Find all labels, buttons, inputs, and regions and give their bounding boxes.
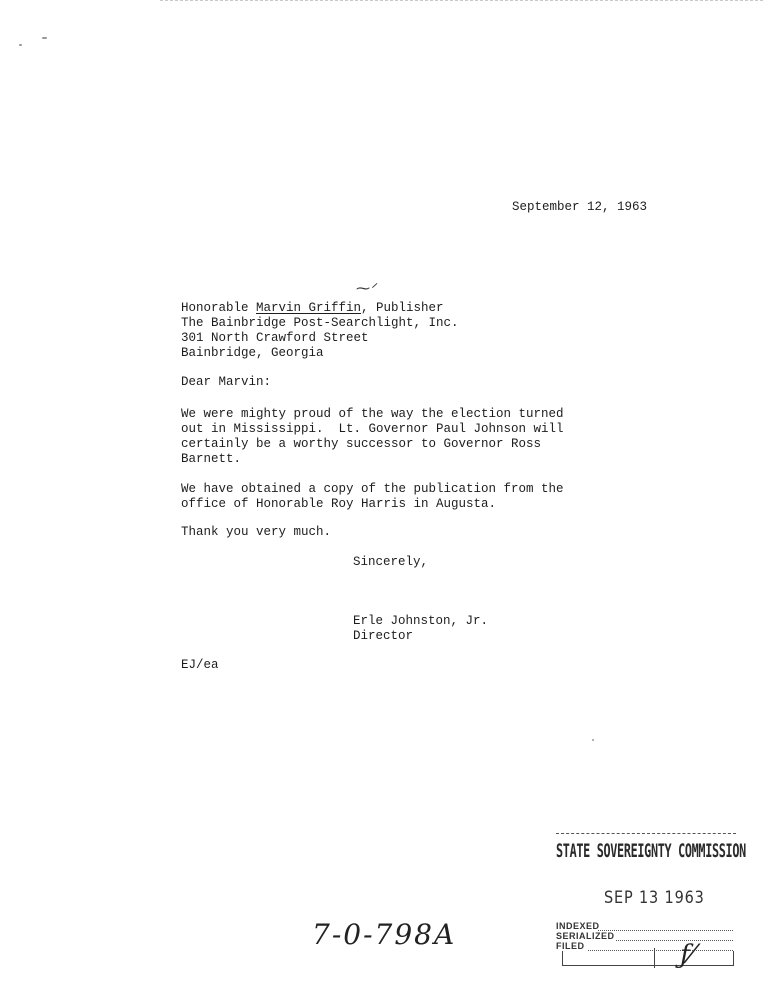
stamp-border [556,833,736,834]
address-prefix: Honorable [181,301,257,315]
stamp-handwritten-initials: ƒ⁄ [680,940,694,970]
stamp-date: SEP 13 1963 [604,888,705,908]
signer-name: Erle Johnston, Jr. [353,614,489,628]
address-line-2: The Bainbridge Post-Searchlight, Inc. [181,316,459,330]
paragraph-3: Thank you very much. [181,525,332,539]
stamp-label-indexed: INDEXED [556,921,600,931]
paragraph-1-line: certainly be a worthy successor to Governor Ross [181,437,542,451]
address-line-1 [181,301,444,316]
stamp-title: STATE SOVEREIGNTY COMMISSION [556,840,746,862]
handwritten-file-number: 7-0-798A [312,918,457,951]
handwritten-mark: ⁓ᐟ [356,281,376,297]
received-stamp [548,830,746,972]
stamp-label-filed: FILED [556,941,585,951]
paragraph-2-line: We have obtained a copy of the publication from the [181,482,564,496]
stamp-dotted-line [598,930,733,931]
paragraph-1-line: Barnett. [181,452,242,466]
paragraph-1-line: We were mighty proud of the way the election turned [181,407,564,421]
salutation: Dear Marvin: [181,375,272,389]
stamp-label-serialized: SERIALIZED [556,931,615,941]
letter-date: September 12, 1963 [512,200,648,214]
typist-initials: EJ/ea [181,658,219,672]
closing: Sincerely, [353,555,429,569]
page-top-edge [160,0,763,1]
stamp-dotted-line [616,940,733,941]
paragraph-1-line: out in Mississippi. Lt. Governor Paul Johnson will [181,422,564,436]
address-line-3: 301 North Crawford Street [181,331,369,345]
address-line-4: Bainbridge, Georgia [181,346,324,360]
scan-speck [42,37,47,39]
address-suffix: , Publisher [361,301,444,315]
stamp-box [562,951,734,966]
stamp-divider [654,948,655,968]
scan-speck [592,739,594,741]
scan-speck [19,44,22,46]
paragraph-2-line: office of Honorable Roy Harris in Augusta. [181,497,497,511]
recipient-name: Marvin Griffin [256,301,362,315]
signer-title: Director [353,629,414,643]
